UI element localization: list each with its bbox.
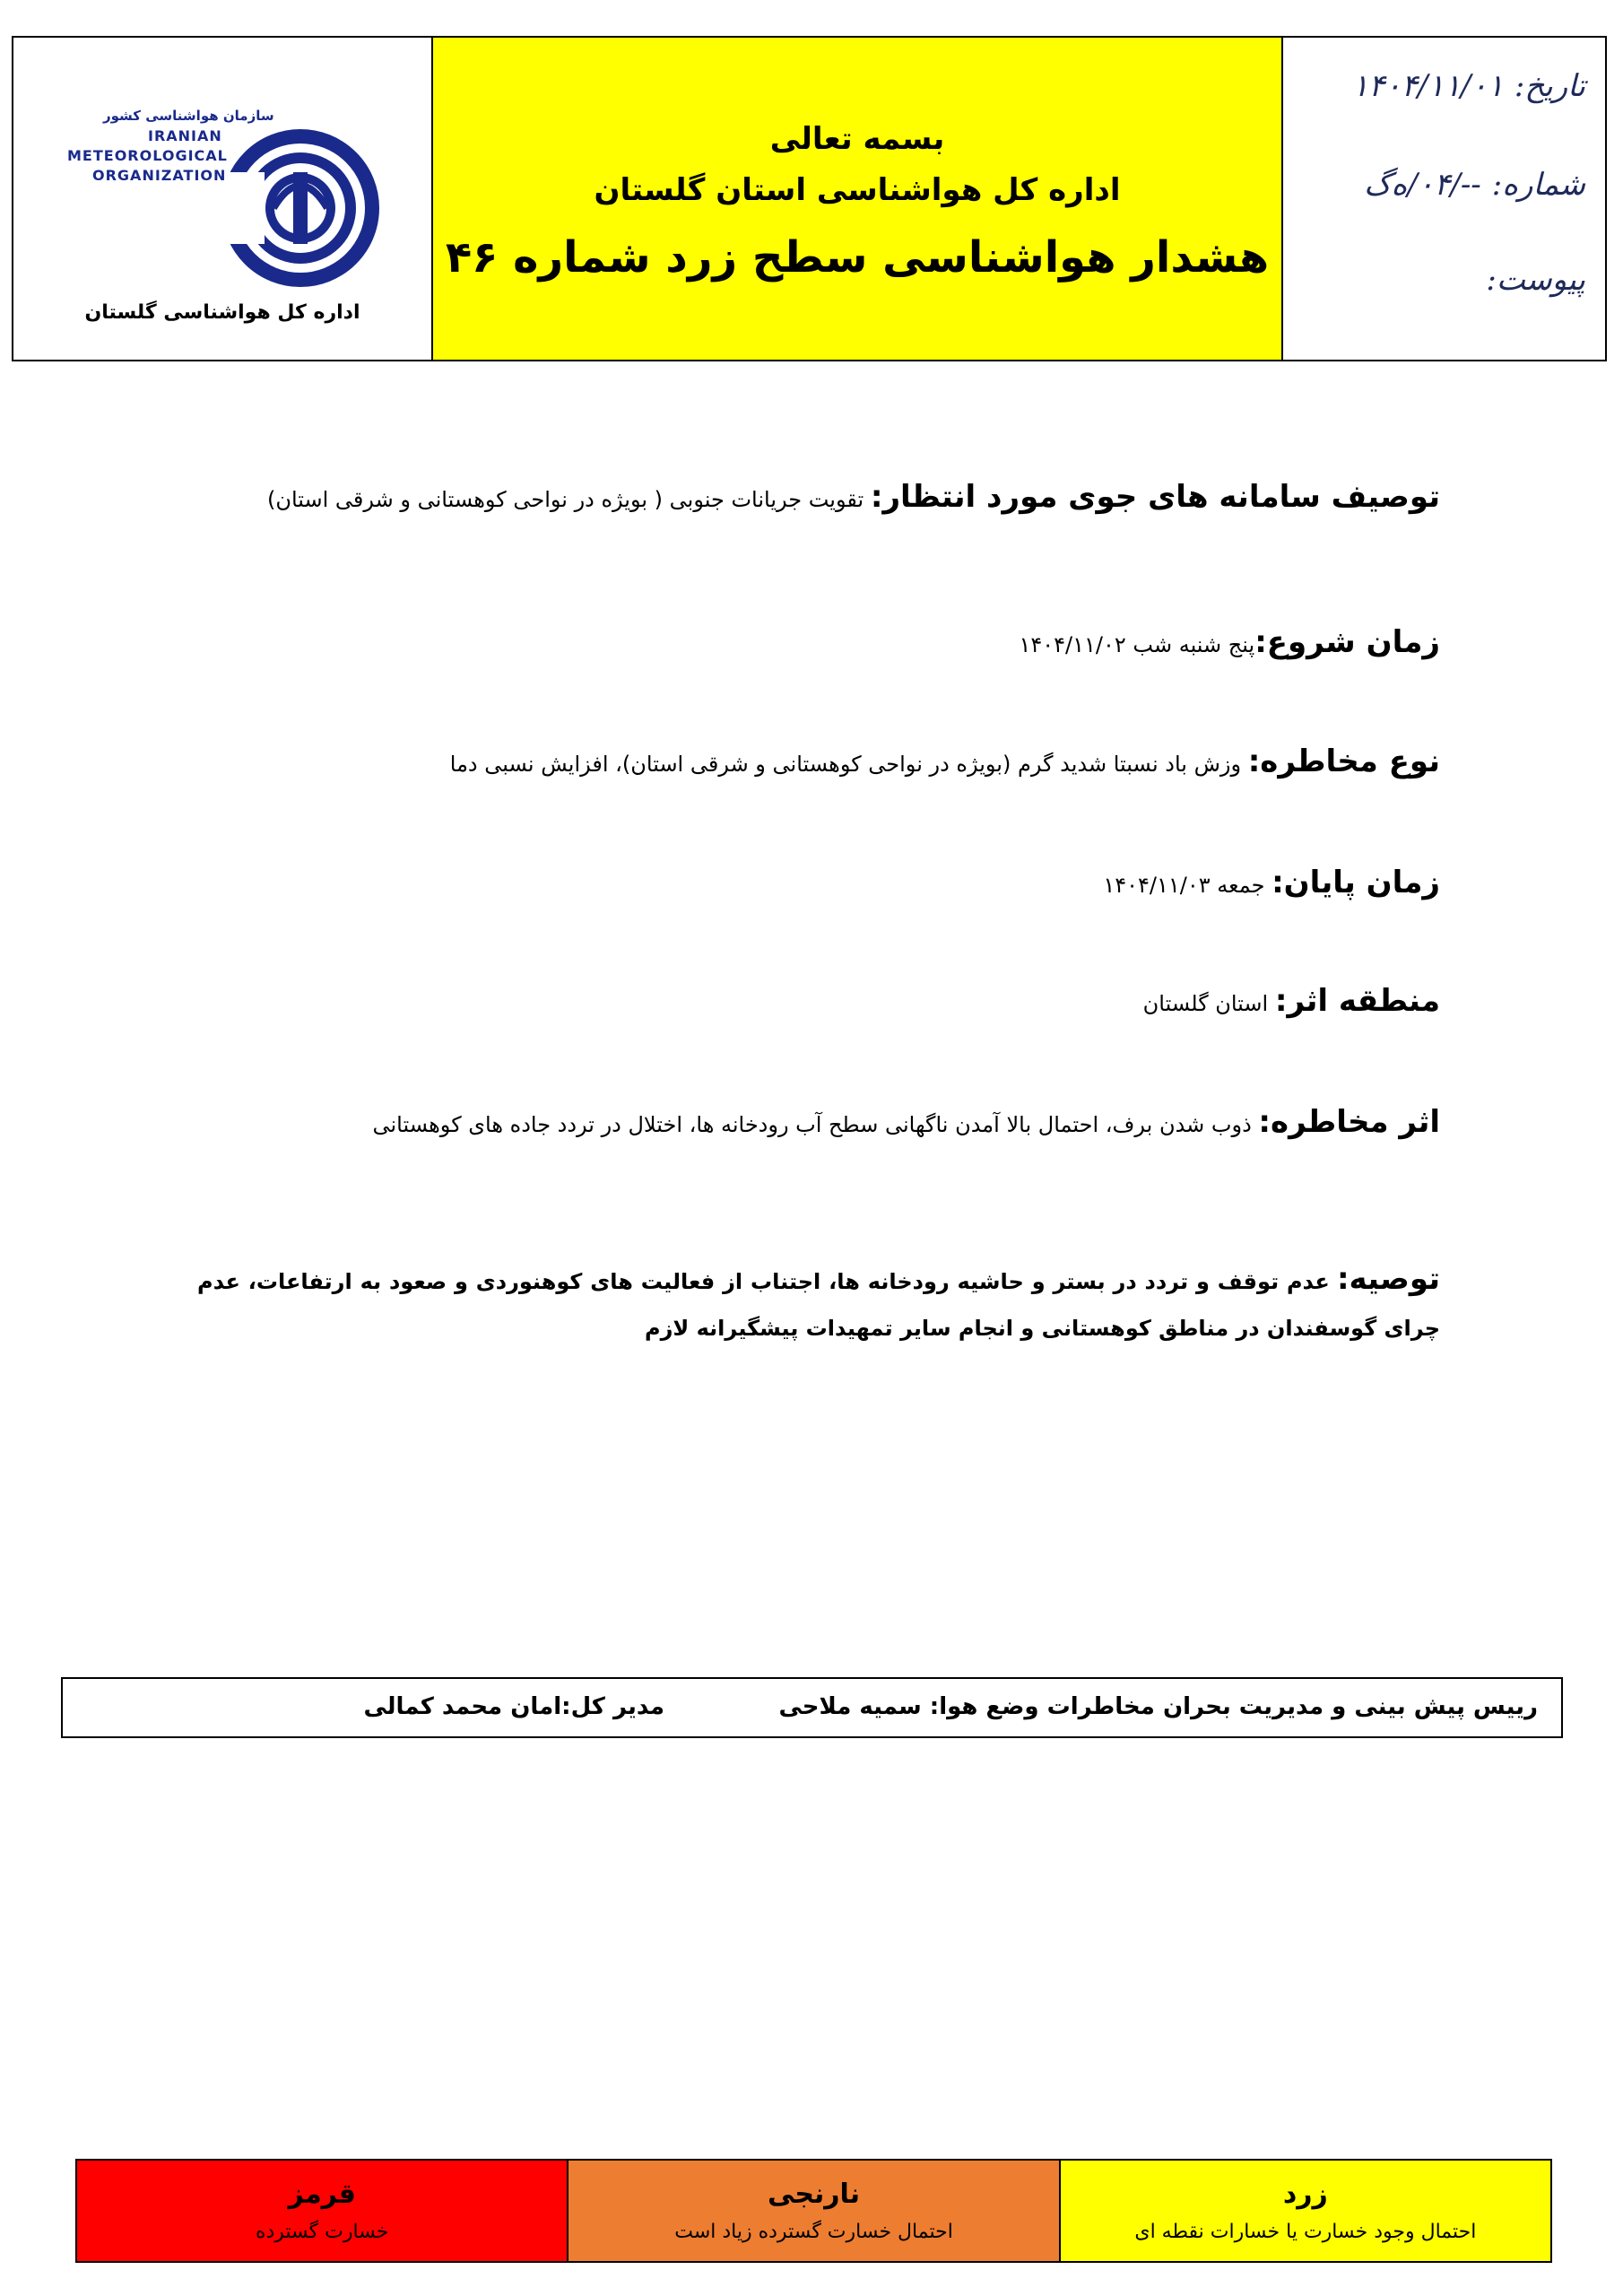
end-time-value: جمعه ۱۴۰۴/۱۱/۰۳ <box>1103 873 1265 898</box>
hazard-type-paragraph <box>450 738 1440 787</box>
organization-line: اداره کل هواشناسی استان گلستان <box>594 171 1121 208</box>
hazard-type-value: وزش باد نسبتا شدید گرم (بویژه در نواحی کوهستانی و شرقی استان)، افزایش نسبی دما <box>449 752 1242 777</box>
date-value: ۱۴۰۴/۱۱/۰۱ <box>1351 68 1504 104</box>
start-time-value: پنج شنبه شب ۱۴۰۴/۱۱/۰۲ <box>1019 632 1255 657</box>
warning-level-legend <box>75 2159 1552 2263</box>
advice-value: عدم توقف و تردد در بستر و حاشیه رودخانه ها، اجتناب از فعالیت های کوهنوردی و صعود به ارتفاعات، عدم چرای گوسفندان در مناطق کوهستانی و انجام سایر تمهیدات پیشگیرانه لازم <box>197 1269 1440 1341</box>
legend-red <box>77 2161 568 2261</box>
number-value: --/۰۴/ه‌گ <box>1364 167 1481 203</box>
director-name: مدیر کل:امان محمد کمالی <box>363 1693 664 1720</box>
logo-en-line1: IRANIAN <box>148 127 222 144</box>
attachment-label: پیوست: <box>1486 262 1585 298</box>
logo-fa-text: سازمان هواشناسی کشور <box>103 108 274 124</box>
date-label: تاریخ: <box>1514 68 1585 104</box>
legend-yellow-desc: احتمال وجود خسارت یا خسارات نقطه ای <box>1134 2221 1477 2243</box>
advice-key: توصیه: <box>1336 1261 1440 1297</box>
logo-caption: اداره کل هواشناسی گلستان <box>84 301 360 324</box>
legend-yellow <box>1061 2161 1550 2261</box>
legend-orange-desc: احتمال خسارت گسترده زیاد است <box>674 2221 953 2243</box>
signature-box <box>61 1677 1563 1738</box>
description-paragraph <box>197 474 1440 523</box>
start-time-key: زمان شروع: <box>1254 624 1440 660</box>
forecast-head-name: رییس پیش بینی و مدیریت بحران مخاطرات وضع هوا: سمیه ملاحی <box>778 1693 1538 1720</box>
legend-orange <box>568 2161 1060 2261</box>
legend-orange-name: نارنجی <box>767 2179 861 2210</box>
effect-value: ذوب شدن برف، احتمال بالا آمدن ناگهانی سطح آب رودخانه ها، اختلال در تردد جاده های کوهستانی <box>372 1112 1252 1137</box>
logo-cell <box>13 38 433 360</box>
meta-cell <box>1283 38 1605 360</box>
description-key: توصیف سامانه های جوی مورد انتظار: <box>870 479 1440 515</box>
logo-en-line3: ORGANIZATION <box>92 167 227 184</box>
effect-paragraph <box>197 1099 1440 1148</box>
start-time-paragraph <box>1019 619 1440 668</box>
description-value: تقویت جریانات جنوبی ( بویژه در نواحی کوهستانی و شرقی استان) <box>266 487 864 512</box>
attachment-row <box>1475 262 1585 298</box>
logo-en-line2: METEOROLOGICAL <box>67 147 228 164</box>
end-time-paragraph <box>1103 859 1440 909</box>
bismillah-line: بسمه تعالی <box>769 120 945 157</box>
effect-key: اثر مخاطره: <box>1258 1104 1440 1140</box>
legend-red-name: قرمز <box>288 2179 356 2210</box>
advice-paragraph <box>197 1256 1440 1352</box>
number-label: شماره: <box>1491 167 1585 203</box>
legend-red-desc: خسارت گسترده <box>255 2221 389 2243</box>
number-row <box>1364 167 1585 203</box>
date-row <box>1352 68 1585 104</box>
warning-title: هشدار هواشناسی سطح زرد شماره ۴۶ <box>445 231 1270 283</box>
area-key: منطقه اثر: <box>1274 983 1440 1019</box>
area-value: استان گلستان <box>1142 991 1269 1016</box>
end-time-key: زمان پایان: <box>1271 865 1440 900</box>
title-cell <box>433 38 1283 360</box>
legend-yellow-name: زرد <box>1282 2179 1328 2210</box>
area-paragraph <box>1143 978 1440 1027</box>
header-table <box>12 36 1607 361</box>
hazard-type-key: نوع مخاطره: <box>1247 744 1440 779</box>
